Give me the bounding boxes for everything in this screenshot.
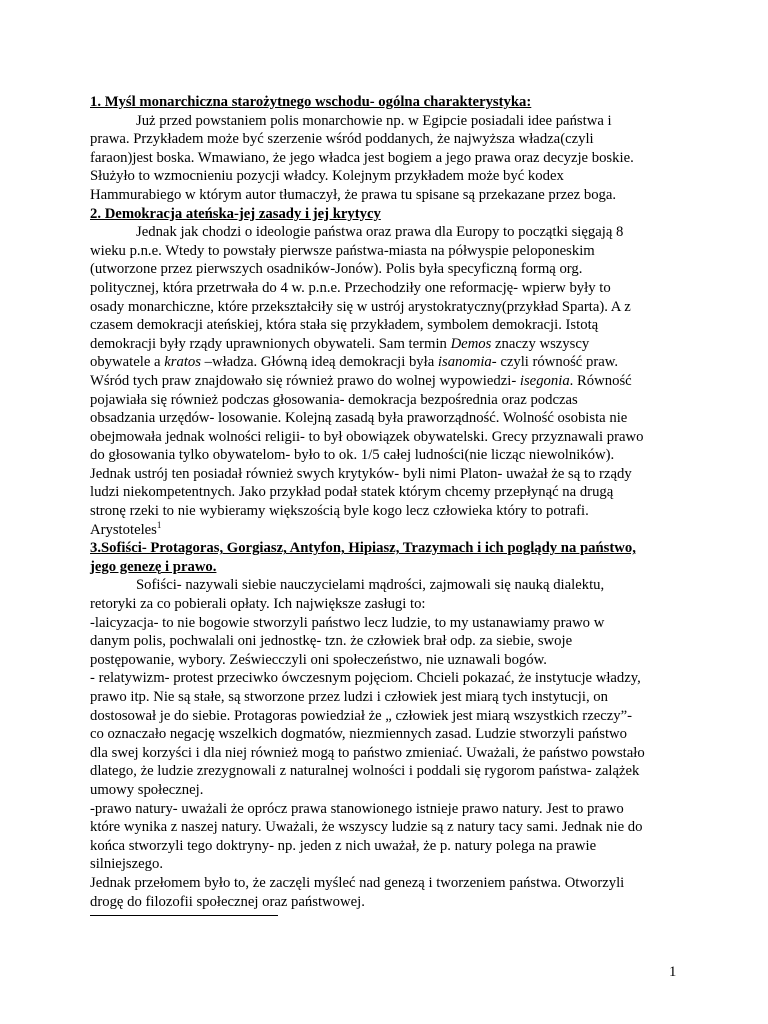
paragraph-line: osady monarchiczne, które przekształciły się w ustrój arystokratyczny(przykład Sparta). A z bbox=[90, 298, 631, 315]
paragraph-line: danym polis, pochwalali oni jednostkę- tzn. że człowiek brał odp. za siebie, swoje bbox=[90, 633, 573, 650]
paragraph-line: co oznaczało negację wszelkich dogmatów, niezmiennych zasad. Ludzie stworzyli państwo bbox=[90, 726, 627, 743]
paragraph-line: Służyło to wzmocnieniu pozycji władcy. Kolejnym przykładem może być kodex bbox=[90, 168, 564, 185]
paragraph-line: retoryki za co pobierali opłaty. Ich największe zasługi to: bbox=[90, 596, 426, 613]
paragraph-line: do głosowania tylko obywatelom- było to ok. 1/5 całej ludności(nie licząc niewolników). bbox=[90, 447, 615, 464]
paragraph-text: Arystoteles bbox=[90, 521, 157, 538]
paragraph-line: silniejszego. bbox=[90, 856, 164, 873]
paragraph-line: obsadzania urzędów- losowanie. Kolejną zasadą była praworządność. Wolność osobista nie bbox=[90, 410, 628, 427]
footnote-reference[interactable]: 1 bbox=[156, 519, 162, 530]
footnote-separator bbox=[90, 915, 278, 916]
paragraph-line: ludzi niekompetentnych. Jako przykład podał statek którym chcemy przepłynąć na drugą bbox=[90, 484, 614, 501]
paragraph-line: dlatego, że ludzie zrezygnowali z naturalnej wolności i poddali się rygorom państwa- zalążek bbox=[90, 763, 640, 780]
paragraph-line: prawo itp. Nie są stałe, są stworzone przez ludzi i człowiek jest miarą tych instytucji, on bbox=[90, 689, 608, 705]
paragraph-line: pojawiała się również podczas głosowania- demokracja bezpośrednia oraz podczas bbox=[90, 391, 578, 408]
paragraph-line: czasem demokracji ateńskiej, która stała się przykładem, symbolem demokracji. Istotą bbox=[90, 317, 599, 334]
paragraph-line-with-footnote bbox=[90, 521, 680, 540]
paragraph-line: (utworzone przez pierwszych osadników-Jonów). Polis była specyficzną formą org. bbox=[90, 261, 583, 278]
paragraph-line: drogę do filozofii społecznej oraz państwowej. bbox=[90, 893, 365, 910]
paragraph-line: postępowanie, wybory. Zeświecczyli oni społeczeństwo, nie uznawali bogów. bbox=[90, 651, 547, 668]
section-3-heading: 3.Sofiści- Protagoras, Gorgiasz, Antyfon, Hipiasz, Trazymach i ich poglądy na państwo, bbox=[90, 540, 636, 557]
section-3-heading: jego genezę i prawo. bbox=[90, 558, 217, 575]
section-1-heading: 1. Myśl monarchiczna starożytnego wschodu- ogólna charakterystyka: bbox=[90, 94, 532, 110]
paragraph-line: obywatele a kratos –władza. Główną ideą demokracji była isanomia- czyli równość praw. bbox=[90, 354, 619, 371]
paragraph-line: Już przed powstaniem polis monarchowie np. w Egipcie posiadali idee państwa i bbox=[136, 112, 612, 129]
paragraph-line: - relatywizm- protest przeciwko ówczesnym pojęciom. Chcieli pokazać, że instytucje władzy, bbox=[90, 670, 641, 687]
paragraph-line: końca stworzyli tego doktryny- np. jeden z nich uważał, że p. natury polega na prawie bbox=[90, 837, 597, 854]
paragraph-line: Wśród tych praw znajdowało się również prawo do wolnej wypowiedzi- isegonia. Równość bbox=[90, 372, 632, 389]
paragraph-line: stronę rzeki to nie wybieramy większością byle kogo lecz człowieka który to potrafi. bbox=[90, 503, 589, 520]
section-2-heading: 2. Demokracja ateńska-jej zasady i jej krytycy bbox=[90, 205, 381, 222]
paragraph-line: Jednak jak chodzi o ideologie państwa oraz prawa dla Europy to początki sięgają 8 bbox=[136, 224, 624, 241]
paragraph-line: prawa. Przykładem może być szerzenie wśród poddanych, że najwyższa władza(czyli bbox=[90, 131, 594, 148]
document-body bbox=[90, 93, 680, 911]
paragraph-line: Jednak przełomem było to, że zaczęli myśleć nad genezą i tworzeniem państwa. Otworzyli bbox=[90, 874, 625, 891]
paragraph-line: obejmowała jednak wolności religii- to był obowiązek obywatelski. Grecy przyznawali prawo bbox=[90, 428, 644, 445]
paragraph-line: umowy społecznej. bbox=[90, 781, 204, 798]
paragraph-line: wieku p.n.e. Wtedy to powstały pierwsze państwa-miasta na półwyspie peloponeskim bbox=[90, 242, 595, 259]
paragraph-line: Jednak ustrój ten posiadał również swych krytyków- byli nimi Platon- uważał że są to rządy bbox=[90, 465, 632, 482]
page-number: 1 bbox=[669, 964, 677, 980]
paragraph-line: demokracji były rządy uprawnionych obywateli. Sam termin Demos znaczy wszyscy bbox=[90, 335, 590, 352]
paragraph-line: -laicyzacja- to nie bogowie stworzyli państwo lecz ludzie, to my ustanawiamy prawo w bbox=[90, 614, 605, 631]
paragraph-line: dostosował je do siebie. Protagoras powiedział że „ człowiek jest miarą wszystkich rzeczy”- bbox=[90, 707, 633, 724]
paragraph-line: dla swej korzyści i dla niej również mogą to państwo zmieniać. Uważali, że państwo powstało bbox=[90, 744, 645, 761]
paragraph-line: Sofiści- nazywali siebie nauczycielami mądrości, zajmowali się nauką dialektu, bbox=[136, 577, 605, 594]
paragraph-line: -prawo natury- uważali że oprócz prawa stanowionego istnieje prawo natury. Jest to prawo bbox=[90, 800, 624, 817]
paragraph-line: faraon)jest boska. Wmawiano, że jego władca jest bogiem a jego prawa oraz decyzje boskie. bbox=[90, 149, 634, 166]
paragraph-line: Hammurabiego w którym autor tłumaczył, że prawa tu spisane są przekazane przez boga. bbox=[90, 186, 617, 203]
paragraph-line: politycznej, która przetrwała do 4 w. p.n.e. Przechodziły one reformację- wpierw były to bbox=[90, 279, 611, 296]
paragraph-line: które wynika z naszej natury. Uważali, że wszyscy ludzie są z natury tacy sami. Jednak nie do bbox=[90, 819, 643, 836]
